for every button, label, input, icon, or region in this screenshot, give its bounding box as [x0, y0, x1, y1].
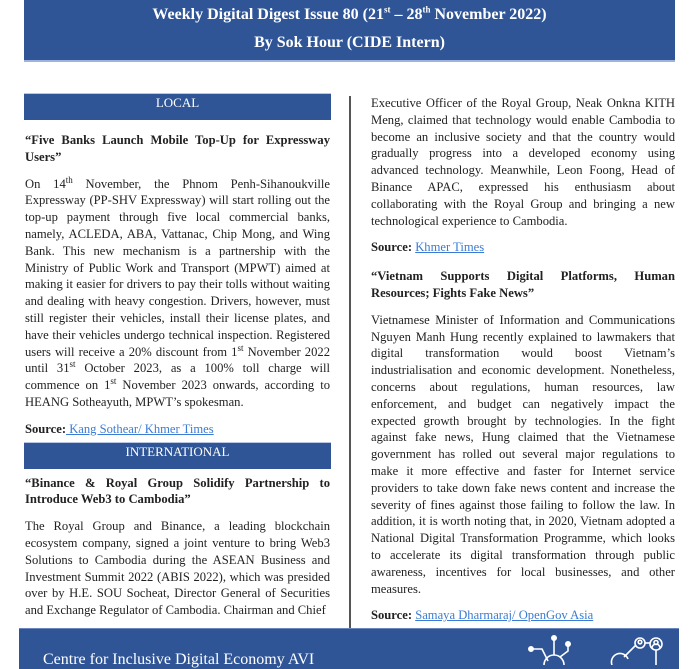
- column-divider: [349, 96, 351, 628]
- source-label: Source:: [371, 240, 413, 255]
- network-logo-icon: [524, 635, 684, 665]
- footer-banner: [19, 628, 679, 669]
- local-source: [25, 421, 330, 438]
- source-label: Source:: [25, 421, 67, 436]
- source-label: Source:: [371, 608, 413, 623]
- intl-article1-headline: “Binance & Royal Group Solidify Partnership to Introduce Web3 to Cambodia”: [25, 475, 330, 507]
- section-international: INTERNATIONAL: [24, 442, 331, 469]
- intl-article1-source: [371, 239, 675, 256]
- intl-article2-source-link[interactable]: Samaya Dharmaraj/ OpenGov Asia: [415, 608, 594, 623]
- org-name: Centre for Inclusive Digital Economy AVI: [43, 651, 315, 668]
- intl-article1-body-right: Executive Officer of the Royal Group, Neak Onkna KITH Meng, claimed that technology would enable Cambodia to become an inclusive society and that the country would gradually progress into a developed economy using advanced technology. Meanwhile, Leon Foong, Head of Binance APAC, expressed his enthusiasm about collaborating with the Royal Group and bringing a new technological experience to Cambodia.: [371, 96, 675, 228]
- left-column: [25, 93, 330, 619]
- intl-article2-headline: “Vietnam Supports Digital Platforms, Human Resources; Fights Fake News”: [371, 269, 675, 300]
- right-column: [371, 95, 675, 624]
- digest-title: Weekly Digital Digest Issue 80 (21st – 28th November 2022): [152, 4, 547, 23]
- local-source-link[interactable]: Kang Sothear/ Khmer Times: [66, 421, 214, 436]
- local-article-body: On 14th November, the Phnom Penh-Sihanoukville Expressway (PP-SHV Expressway) will start rolling out the top-up payment through five local commercial banks, namely, ACLEDA, ABA, Vattanac, Chip Mong, and Wing Bank. This new mechanism is a partnership with the Ministry of Public Work and Transport (MPWT) aimed at making it easier for drivers to pay their tolls without waiting and dealing with heavy congestion. Drivers, however, must still register their vehicles, install their license plates, and have their vehicles undergo technical inspection. Registered users will receive a 20% discount from 1st November 2022 until 31st October 2023, as a 100% toll charge will commence on 1st November 2023 onwards, according to HEANG Sotheayuth, MPWT’s spokesman.: [25, 174, 331, 409]
- digest-header: [24, 0, 675, 62]
- intl-article2-body: Vietnamese Minister of Information and Communications Nguyen Manh Hung recently explained to lawmakers that digital transformation would boost Vietnam’s industrialisation and economic development. Nonetheless, concerns about regulations, human resources, law enforcement, and budget can negatively impact the expected growth brought by technologies. In the fight against fake news, Hung claimed that the Vietnamese government has rolled out several major regulations to make it more effective and faster for Internet service providers to take down fake news content and increase the severity of fines against those failing to follow the law. In addition, it is worth noting that, in 2020, Vietnam adopted a National Digital Transformation Programme, which looks to accelerate its digital transformation through public awareness, incentives for local businesses, and other measures.: [371, 312, 675, 596]
- intl-article2-source: [371, 607, 675, 624]
- intl-article1-body-left: The Royal Group and Binance, a leading blockchain ecosystem company, signed a joint venture to bring Web3 Solutions to Cambodia during the ASEAN Business and Investment Summit 2022 (ABIS 2022), which was presided over by H.E. SOU Socheat, Director General of Securities and Exchange Regulator of Cambodia. Chairman and Chief: [25, 519, 330, 618]
- section-local: LOCAL: [24, 93, 331, 120]
- intl-article1-source-link[interactable]: Khmer Times: [415, 240, 485, 255]
- author-byline: By Sok Hour (CIDE Intern): [254, 34, 445, 51]
- local-article-headline: “Five Banks Launch Mobile Top-Up for Expressway Users”: [25, 133, 330, 164]
